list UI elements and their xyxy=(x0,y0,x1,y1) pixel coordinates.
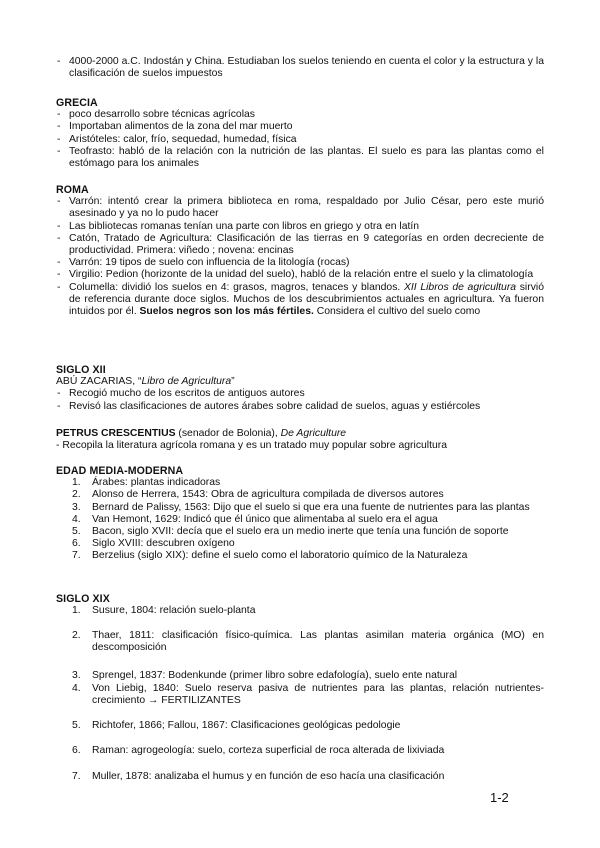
item-text: Berzelius (siglo XIX): define el suelo como el laboratorio químico de la Naturaleza xyxy=(92,550,468,562)
list-item: - Las bibliotecas romanas tenían una parte con libros en griego y otra en latín xyxy=(56,221,544,233)
list-item: - 4000-2000 a.C. Indostán y China. Estudiaban los suelos teniendo en cuenta el color y la estructura y la clasificación de suelos impuestos xyxy=(56,56,544,80)
author-line xyxy=(56,376,544,388)
section-heading: ROMA xyxy=(56,184,89,196)
item-number: 3. xyxy=(72,670,81,681)
item-number: 4. xyxy=(72,513,81,525)
book-title: Libro de Agricultura xyxy=(141,376,232,388)
list-item xyxy=(56,514,544,526)
list-item: - Teofrasto: habló de la relación con la nutrición de las plantas. El suelo es para las plantas como el estómago para los animales xyxy=(56,146,544,170)
item-text: Árabes: plantas indicadoras xyxy=(92,477,221,489)
list-item xyxy=(56,526,544,538)
list-item xyxy=(56,771,544,783)
text-run: Columella: dividió los suelos en 4: grasos, magros, tenaces y blandos. xyxy=(69,281,404,293)
list-item: - Recogió mucho de los escritos de antiguos autores xyxy=(56,388,544,400)
siglo-xix-item-2 xyxy=(56,630,544,654)
item-number: 6. xyxy=(72,538,81,550)
list-item xyxy=(56,720,544,732)
siglo-xii-section xyxy=(56,364,544,413)
item-number: 5. xyxy=(72,526,81,538)
list-item-columella xyxy=(56,282,544,319)
petrus-section xyxy=(56,428,544,452)
section-heading: SIGLO XII xyxy=(56,364,106,376)
description-line: - Recopila la literatura agrícola romana y es un tratado muy popular sobre agricultura xyxy=(56,440,448,452)
siglo-xix-section xyxy=(56,593,544,605)
list-item: - Catón, Tratado de Agricultura: Clasificación de las tierras en 9 categorías en orden decreciente de productividad. Primera: viñedo ; novena: encinas xyxy=(56,233,544,257)
item-number: 1. xyxy=(72,605,81,616)
list-item xyxy=(56,538,544,550)
item-text: Siglo XVIII: descubren oxígeno xyxy=(92,538,235,550)
list-item: - Revisó las clasificaciones de autores árabes sobre calidad de suelos, aguas y estiércoles xyxy=(56,401,544,413)
author-name: PETRUS CRESCENTIUS xyxy=(56,428,176,439)
siglo-xix-item-3 xyxy=(56,670,544,682)
list-item: - Varrón: intentó crear la primera biblioteca en roma, respaldado por Julio César, pero este murió asesinado y ya no lo pudo hacer xyxy=(56,196,544,220)
list-item xyxy=(56,670,544,682)
list-item xyxy=(56,550,544,562)
item-text: Van Hemont, 1629: Indicó que él único que alimentaba al suelo era el agua xyxy=(92,513,438,525)
siglo-xix-item-7 xyxy=(56,771,544,783)
list-item xyxy=(56,502,544,514)
list-item: - Varrón: 19 tipos de suelo con influencia de la litología (rocas) xyxy=(56,257,544,269)
item-number: 3. xyxy=(72,501,81,513)
list-item: - Virgilio: Pedion (horizonte de la unidad del suelo), habló de la relación entre el suelo y la climatología xyxy=(56,269,544,281)
roma-section xyxy=(56,184,544,318)
author-name: ABÚ ZACARIAS, “ xyxy=(56,376,142,388)
intro-section xyxy=(56,56,544,80)
quote-close: ” xyxy=(231,376,235,388)
list-item: - poco desarrollo sobre técnicas agrícolas xyxy=(56,109,544,121)
item-text: Susure, 1804: relación suelo-planta xyxy=(92,605,256,616)
item-text: Richtofer, 1866; Fallou, 1867: Clasificaciones geológicas pedologie xyxy=(92,720,401,731)
list-item xyxy=(56,605,544,617)
list-item xyxy=(56,745,544,757)
book-title: XII Libros de agricultura xyxy=(403,281,517,293)
siglo-xix-item-4 xyxy=(56,683,544,707)
text-run: Considera el cultivo del suelo como xyxy=(313,306,481,318)
list-item xyxy=(56,477,544,489)
text-run: sirvió de referencia durante doce siglos. Muchos de los descubrimientos actuales en agricultura. Ya fueron intuidos por él. xyxy=(69,281,544,318)
item-text: Thaer, 1811: clasificación físico-química. Las plantas asimilan materia orgánica (MO) en descomposición xyxy=(92,630,544,654)
item-text: Raman: agrogeología: suelo, corteza superficial de roca alterada de lixiviada xyxy=(92,745,445,756)
author-line xyxy=(56,428,544,440)
item-number: 2. xyxy=(72,630,81,641)
section-heading: GRECIA xyxy=(56,97,98,109)
item-text: Bacon, siglo XVII: decía que el suelo era un medio inerte que tenía una función de soporte xyxy=(92,526,509,538)
item-number: 2. xyxy=(72,489,81,501)
list-item: - Aristóteles: calor, frío, sequedad, humedad, física xyxy=(56,134,544,146)
bold-statement: Suelos negros son los más fértiles. xyxy=(139,306,314,318)
section-heading: SIGLO XIX xyxy=(56,593,110,605)
list-item xyxy=(56,489,544,501)
item-number: 1. xyxy=(72,477,81,489)
siglo-xix-item-5 xyxy=(56,720,544,732)
item-text: Bernard de Palissy, 1563: Dijo que el suelo si que era una fuente de nutrientes para las plantas xyxy=(92,501,530,513)
page-number: 1-2 xyxy=(490,790,509,805)
edad-media-section xyxy=(56,465,544,563)
item-number: 7. xyxy=(72,550,81,562)
item-text: Alonso de Herrera, 1543: Obra de agricultura compilada de diversos autores xyxy=(92,489,444,501)
list-item xyxy=(56,630,544,654)
author-role: (senador de Bolonia), xyxy=(175,428,281,439)
item-number: 5. xyxy=(72,720,81,731)
item-number: 6. xyxy=(72,745,81,756)
section-heading: EDAD MEDIA-MODERNA xyxy=(56,465,184,477)
item-number: 7. xyxy=(72,771,81,782)
list-item xyxy=(56,683,544,707)
item-text: Sprengel, 1837: Bodenkunde (primer libro sobre edafología), suelo ente natural xyxy=(92,670,458,681)
book-title: De Agriculture xyxy=(280,428,347,439)
item-text: Von Liebig, 1840: Suelo reserva pasiva de nutrientes para las plantas, relación nutrientes-crecimiento → FERTILIZANTES xyxy=(92,683,544,707)
grecia-section xyxy=(56,97,544,170)
item-number: 4. xyxy=(72,683,81,694)
siglo-xix-item-6 xyxy=(56,745,544,757)
siglo-xix-item-1 xyxy=(56,605,544,617)
list-item: - Importaban alimentos de la zona del mar muerto xyxy=(56,121,544,133)
item-text: Muller, 1878: analizaba el humus y en función de eso hacía una clasificación xyxy=(92,771,445,782)
